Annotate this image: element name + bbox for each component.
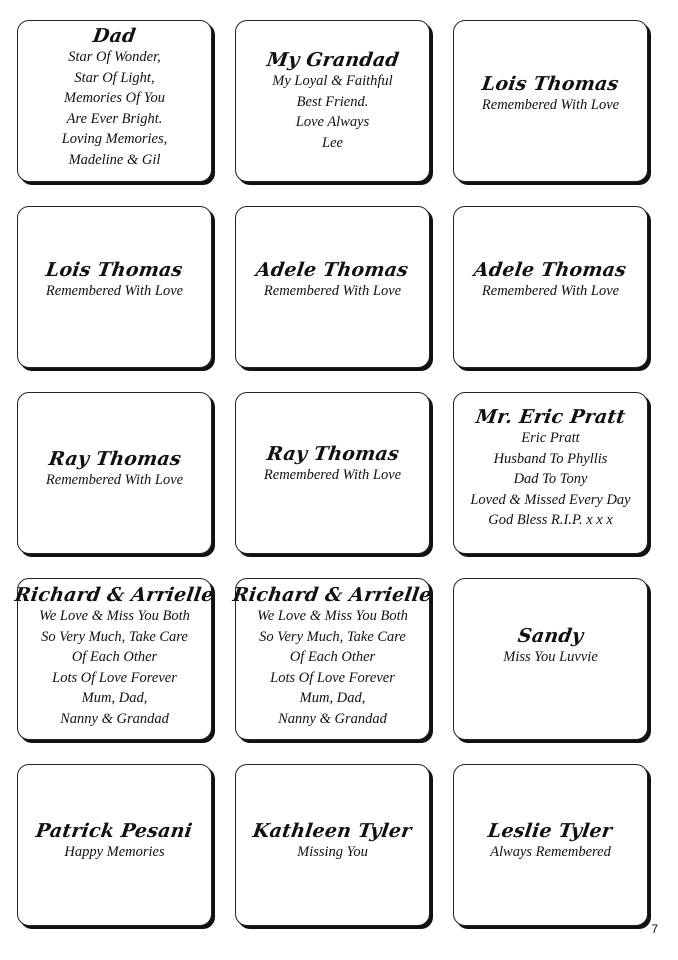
card-line: Nanny & Grandad [60,710,169,727]
card-title: Lois Thomas [480,73,621,95]
card-line: Of Each Other [71,649,158,665]
memorial-card-richard-arrielle [13,578,216,740]
card-title: Ray Thomas [264,443,401,465]
card-line: Husband To Phyllis [493,450,608,467]
card-title: Kathleen Tyler [251,820,414,842]
card-line: Best Friend. [296,93,369,110]
card-line: God Bless R.I.P. x x x [488,512,613,528]
card-title: Richard & Arrielle [231,584,434,606]
card-line: Missing You [297,844,368,860]
card-line: We Love & Miss You Both [39,608,190,624]
card-line: So Very Much, Take Care [41,628,188,645]
memorial-card-mr-eric-pratt [453,392,648,554]
card-title: Mr. Eric Pratt [474,406,627,428]
card-title: Ray Thomas [46,448,183,470]
card-line: Lots Of Love Forever [52,669,177,686]
card-line: So Very Much, Take Care [259,628,406,645]
memorial-card-dad [17,20,212,182]
card-title: Leslie Tyler [486,820,615,842]
card-line: We Love & Miss You Both [257,608,408,624]
card-title: My Grandad [264,49,401,71]
card-line: Star Of Wonder, [68,49,161,65]
card-line: Memories Of You [64,90,165,106]
card-title: Adele Thomas [254,259,411,281]
card-line: Remembered With Love [481,283,620,299]
card-line: Dad To Tony [513,471,588,487]
card-line: Madeline & Gil [68,151,161,168]
page-number: 7 [651,922,658,936]
card-line: Mum, Dad, [81,690,148,706]
memorial-card-my-grandad [235,20,430,182]
card-line: Always Remembered [490,844,611,860]
card-line: Loving Memories, [61,131,168,147]
card-title: Patrick Pesani [34,820,195,842]
card-title: Sandy [516,625,585,647]
memorial-card-adele-thomas [453,206,648,368]
card-line: Love Always [295,114,370,130]
card-line: Remembered With Love [263,283,402,299]
memorial-card-lois-thomas [17,206,212,368]
card-line: Remembered With Love [45,472,184,488]
card-line: Remembered With Love [481,97,620,113]
memorial-card-sandy [453,578,648,740]
card-line: Happy Memories [64,844,165,860]
card-line: Lee [322,134,343,151]
card-line: Star Of Light, [74,69,155,86]
card-line: Remembered With Love [45,283,184,299]
card-title: Dad [91,25,138,47]
card-title: Richard & Arrielle [13,584,216,606]
memorial-card-ray-thomas [17,392,212,554]
memorial-card-adele-thomas [235,206,430,368]
card-line: Are Ever Bright. [66,110,163,127]
card-title: Adele Thomas [472,259,629,281]
card-line: Loved & Missed Every Day [470,491,631,508]
card-line: Miss You Luvvie [503,649,598,665]
memorial-card-richard-arrielle [231,578,434,740]
card-line: Remembered With Love [263,467,402,483]
card-line: Mum, Dad, [299,690,366,706]
card-line: Eric Pratt [521,430,580,446]
card-line: Nanny & Grandad [278,710,387,727]
memorial-card-patrick-pesani [17,764,212,926]
card-title: Lois Thomas [44,259,185,281]
card-line: My Loyal & Faithful [272,73,393,89]
memorial-card-lois-thomas [453,20,648,182]
memorial-card-ray-thomas [235,392,430,554]
card-line: Lots Of Love Forever [270,669,395,686]
card-line: Of Each Other [289,649,376,665]
memorial-card-kathleen-tyler [235,764,430,926]
memorial-card-leslie-tyler [453,764,648,926]
